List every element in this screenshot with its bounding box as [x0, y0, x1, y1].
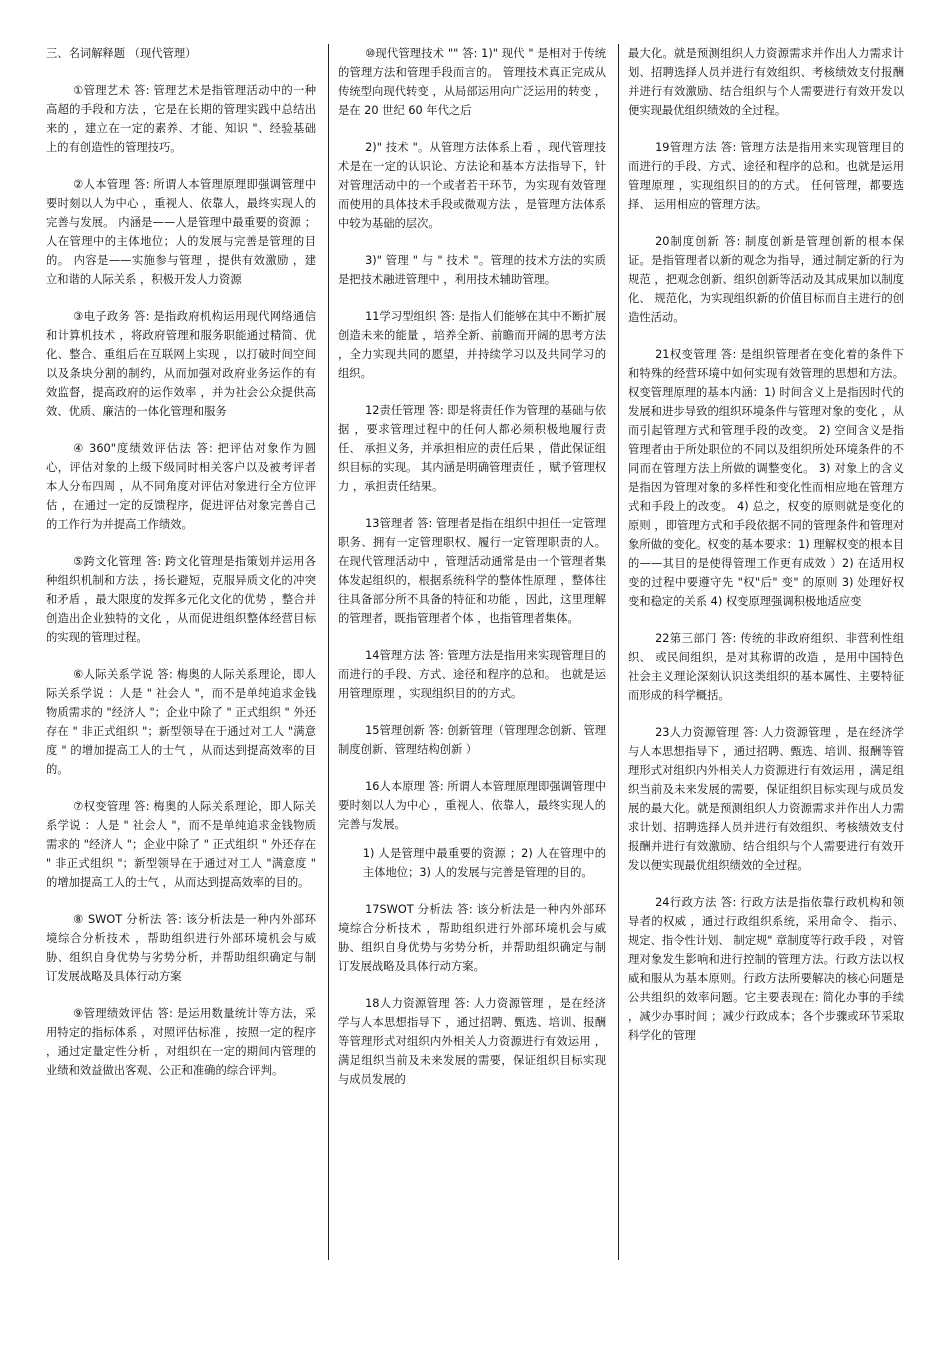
- term-paragraph: ①管理艺术 答: 管理艺术是指管理活动中的一种高超的手段和方法 ，它是在长期的管理实践中总结出来的 ，建立在一定的素养、才能、知识 "、经验基础上的有创造性的管理技巧。: [46, 84, 316, 154]
- column-middle: [338, 44, 606, 1284]
- term-paragraph: 16人本原理 答: 所谓人本管理原理即强调管理中要时刻以人为中心 ，重视人、依靠人，最终实现人的完善与发展。: [338, 780, 606, 831]
- term-paragraph: 14管理方法 答: 管理方法是指用来实现管理目的而进行的手段、方式、途径和程序的总和。 也就是运用管理原理 ，实现组织目的的方式。: [338, 649, 606, 700]
- column-right: [628, 44, 904, 1284]
- term-paragraph: 12责任管理 答: 即是将责任作为管理的基础与依据 ，要求管理过程中的任何人都必须积极地履行责任、 承担义务，并承担相应的责任后果 ，借此保证组织目标的实现。 其内涵是明确管理责任 ，赋予管理权力 ，承担责任结果。: [338, 404, 606, 493]
- column-divider-left: [328, 44, 329, 1260]
- term-paragraph: 13管理者 答: 管理者是指在组织中担任一定管理职务、拥有一定管理职权、履行一定管理职责的人。 在现代管理活动中 ，管理活动通常是由一个管理者集体发起组织的，根据系统科学的整体性原理 ，整体往往具备部分所不具备的特征和功能 ，因此，这里理解的管理者，既指管理者个体 ，也指管理者集体。: [338, 517, 606, 625]
- term-subpoints: 1) 人是管理中最重要的资源 ；2) 人在管理中的主体地位；3) 人的发展与完善是管理的目的。: [362, 847, 606, 879]
- term-paragraph: 3)" 管理 " 与 " 技术 "。管理的技术方法的实质是把技术融进管理中 ，利用技术辅助管理。: [338, 254, 606, 286]
- term-paragraph: ⑩现代管理技术 "" 答: 1)" 现代 " 是相对于传统的管理方法和管理手段而言的。 管理技术真正完成从传统型向现代转变 ，从局部运用向广泛运用的转变 ，是在 20 世纪 60 年代之后: [338, 47, 606, 117]
- term-paragraph: ⑥人际关系学说 答: 梅奥的人际关系理论，即人际关系学说 ：人是 " 社会人 "，而不是单纯追求金钱物质需求的 "经济人 "；企业中除了 " 正式组织 " 外还存在 " 非正式组织 "；新型领导在于通过对工人 "满意度 " 的增加提高工人的士气 ，从而达到提高效率的目的。: [46, 668, 316, 776]
- term-paragraph: 17SWOT 分析法 答: 该分析法是一种内外部环境综合分析技术 ，帮助组织进行外部环境机会与威胁、组织自身优势与劣势分析，并帮助组织确定与制订发展战略及具体行动方案。: [338, 903, 606, 973]
- term-paragraph: 11学习型组织 答: 是指人们能够在其中不断扩展创造未来的能量 ，培养全新、前瞻而开阔的思考方法 ，全力实现共同的愿望，并持续学习以及共同学习的组织。: [338, 310, 606, 380]
- term-paragraph: ②人本管理 答: 所谓人本管理原理即强调管理中要时刻以人为中心 ，重视人、依靠人，最终实现人的完善与发展。 内涵是——人是管理中最重要的资源 ；人在管理中的主体地位；人的发展与完善是管理的目的。 内容是——实施参与管理 ，提供有效激励 ，建立和谐的人际关系 ，积极开发人力资源: [46, 178, 316, 286]
- term-paragraph-continued: 最大化。就是预测组织人力资源需求并作出人力需求计划、招聘选择人员并进行有效组织、考核绩效支付报酬并进行有效激励、结合组织与个人需要进行有效开发以便实现最优组织绩效的全过程。: [628, 47, 904, 117]
- term-paragraph: ③电子政务 答: 是指政府机构运用现代网络通信和计算机技术 ，将政府管理和服务职能通过精简、优化、整合、重组后在互联网上实现 ，以打破时间空间以及条块分割的制约，从而加强对政府业务运作的有效监督，提高政府的运作效率 ，并为社会公众提供高效、优质、廉洁的一体化管理和服务: [46, 310, 316, 418]
- column-divider-right: [618, 44, 619, 1260]
- term-paragraph: 19管理方法 答: 管理方法是指用来实现管理目的而进行的手段、方式、途径和程序的总和。也就是运用管理原理 ，实现组织目的的方式。 任何管理，都要选择、 运用相应的管理方法。: [628, 141, 904, 211]
- term-paragraph: ④ 360"度绩效评估法 答: 把评估对象作为圆心，评估对象的上级下级同时相关客户以及被考评者本人分布四周 ，从不同角度对评估对象进行全方位评估 ，在通过一定的反馈程序，促进评估对象完善自己的工作行为并提高工作绩效。: [46, 442, 316, 531]
- column-left: [46, 44, 316, 1284]
- term-paragraph: 15管理创新 答: 创新管理（管理理念创新、管理制度创新、管理结构创新 ）: [338, 724, 606, 756]
- term-paragraph: 24行政方法 答: 行政方法是指依靠行政机构和领导者的权威 ，通过行政组织系统，采用命令、 指示、规定、指令性计划、 制定规" 章制度等行政手段 ，对管理对象发生影响和进行控制的管理方法。行政方法以权威和服从为基本原则。行政方法所要解决的核心问题是公共组织的效率问题。它主要表现在: 简化办事的手续 ，减少办事时间 ；减少行政成本；各个步骤或环节采取科学化的管理: [628, 896, 904, 1042]
- term-paragraph: 18人力资源管理 答: 人力资源管理 ，是在经济学与人本思想指导下 ，通过招聘、甄选、培训、报酬等管理形式对组织内外相关人力资源进行有效运用 ，满足组织当前及未来发展的需要，保证组织目标实现与成员发展的: [338, 997, 606, 1086]
- term-paragraph: 22第三部门 答: 传统的非政府组织、非营利性组织、 或民间组织，是对其称谓的改造 ，是用中国特色社会主义理论深刻认识这类组织的基本属性、主要特征而形成的科学概括。: [628, 632, 904, 702]
- term-paragraph: ⑧ SWOT 分析法 答: 该分析法是一种内外部环境综合分析技术 ，帮助组织进行外部环境机会与威胁、组织自身优势与劣势分析，并帮助组织确定与制订发展战略及具体行动方案: [46, 913, 316, 983]
- term-paragraph: ⑦权变管理 答: 梅奥的人际关系理论，即人际关系学说 ：人是 " 社会人 "，而不是单纯追求金钱物质需求的 "经济人 "；企业中除了 " 正式组织 " 外还存在 " 非正式组织 "；新型领导在于通过对工人 "满意度 " 的增加提高工人的士气 ，从而达到提高效率的目的。: [46, 800, 316, 889]
- term-paragraph: 21权变管理 答: 是组织管理者在变化着的条件下和特殊的经营环境中如何实现有效管理的思想和方法。权变管理原理的基本内涵：1) 时间含义上是指因时代的发展和进步导致的组织环境条件与管理对象的变化 ，从而引起管理方式和管理手段的改变。 2) 空间含义是指管理者由于所处职位的不同以及组织所处环境条件的不同而在管理方法上所做的调整变化。 3) 对象上的含义是指因为管理对象的多样性和变化性而相应地在管理方式和手段上的改变。 4) 总之，权变的原则就是变化的原则 ，即管理方式和手段依据不同的管理条件和管理对象所做的变化。权变的基本要求：1) 理解权变的根本目的——其目的是使得管理工作更有成效 ）2) 在适用权变的过程中要遵守先 "权"后" 变" 的原则 3) 处理好权变和稳定的关系 4) 权变原理强调积极地适应变: [628, 348, 904, 608]
- term-paragraph: 23人力资源管理 答: 人力资源管理 ，是在经济学与人本思想指导下 ，通过招聘、甄选、培训、报酬等管理形式对组织内外相关人力资源进行有效运用 ，满足组织当前及未来发展的需要，保证组织目标实现与成员发展的最大化。就是预测组织人力资源需求并作出人力需求计划、招聘选择人员并进行有效组织、考核绩效支付报酬并进行有效激励、结合组织与个人需要进行有效开发以便实现最优组织绩效的全过程。: [628, 726, 904, 872]
- section-heading: 三、名词解释题 （现代管理）: [46, 47, 197, 60]
- term-paragraph: 20制度创新 答: 制度创新是管理创新的根本保证。是指管理者以新的观念为指导，通过制定新的行为规范 ，把观念创新、组织创新等活动及其成果加以制度化、 规范化，为实现组织新的价值目标而自主进行的创造性活动。: [628, 235, 904, 324]
- term-paragraph: ⑨管理绩效评估 答: 是运用数量统计等方法，采用特定的指标体系 ，对照评估标准 ，按照一定的程序 ，通过定量定性分析 ，对组织在一定的期间内管理的业绩和效益做出客观、公正和准确的综合评判。: [46, 1007, 316, 1077]
- term-paragraph: 2)" 技术 "。从管理方法体系上看 ，现代管理技术是在一定的认识论、方法论和基本方法指导下，针对管理活动中的一个或者若干环节，为实现有效管理而使用的具体技术手段或微观方法 ，是管理方法体系中较为基础的层次。: [338, 141, 606, 230]
- term-paragraph: ⑤跨文化管理 答: 跨文化管理是指策划并运用各种组织机制和方法 ，扬长避短，克服异质文化的冲突和矛盾 ，最大限度的发挥多元化文化的优势 ，整合并创造出企业独特的文化 ，从而促进组织整体经营目标的实现的管理过程。: [46, 555, 316, 644]
